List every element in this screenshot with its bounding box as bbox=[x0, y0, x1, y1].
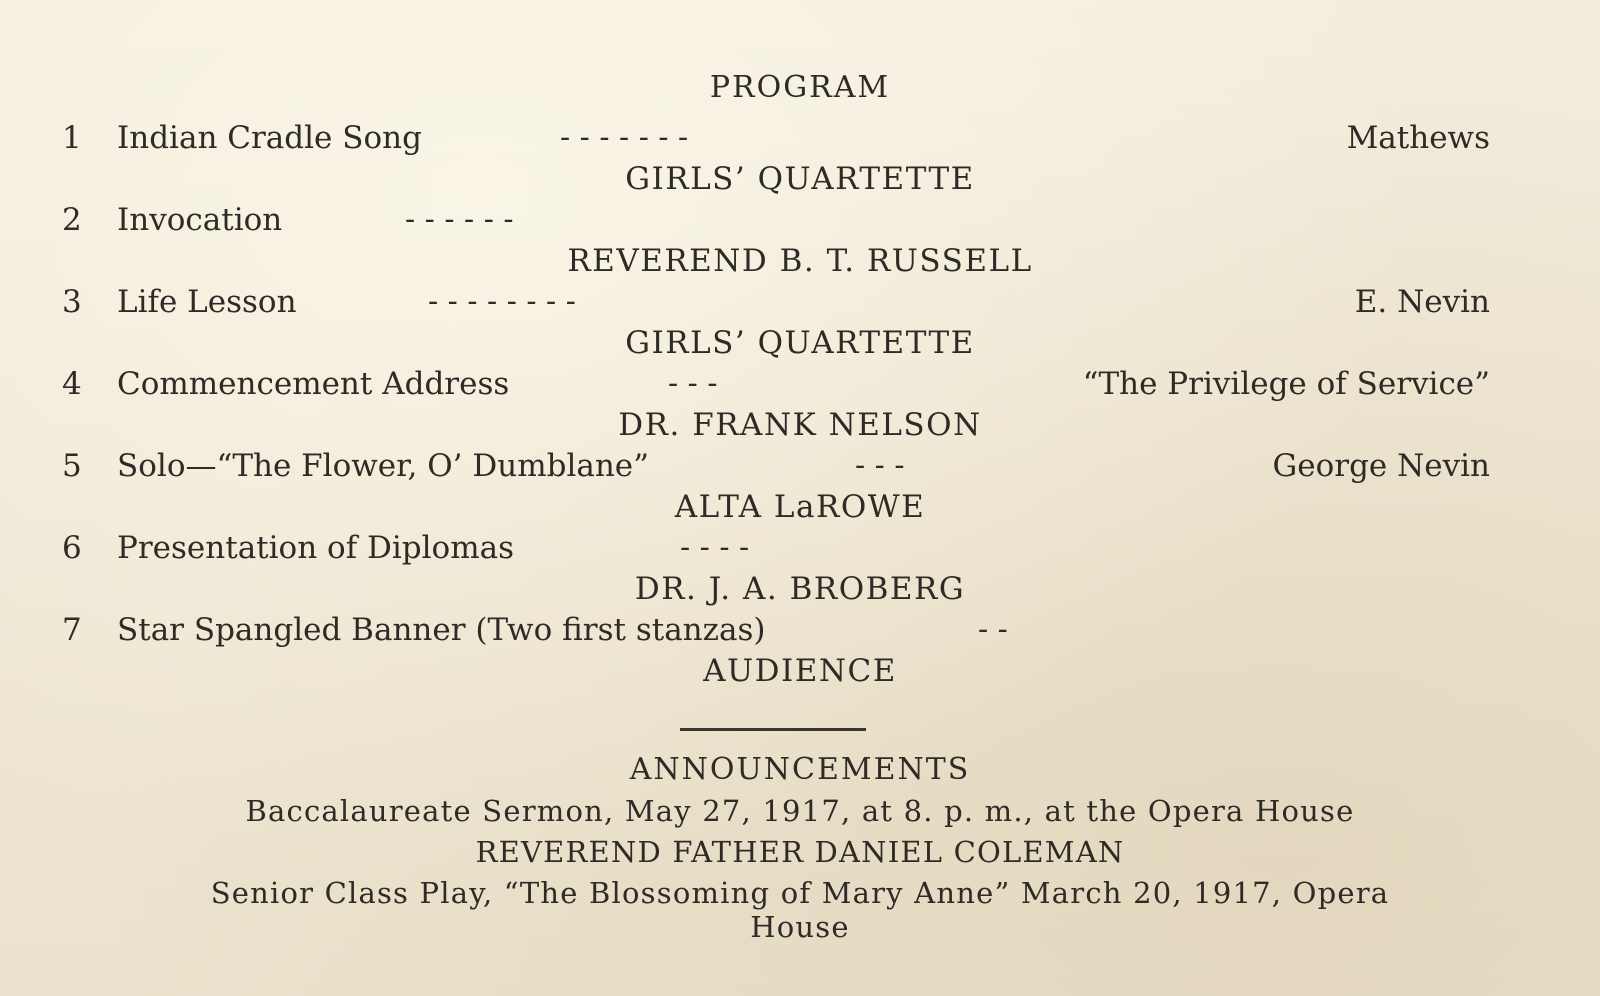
item-number: 6 bbox=[62, 530, 82, 566]
item-leader-dashes: - - - - - - - bbox=[560, 120, 689, 155]
item-title: Star Spangled Banner (Two first stanzas) bbox=[117, 612, 766, 648]
item-title: Invocation bbox=[117, 202, 283, 238]
item-title: Life Lesson bbox=[117, 284, 297, 320]
item-composer: Mathews bbox=[1346, 120, 1490, 156]
item-title: Solo—“The Flower, O’ Dumblane” bbox=[117, 448, 649, 484]
announcement-line: REVEREND FATHER DANIEL COLEMAN bbox=[475, 835, 1125, 869]
item-number: 3 bbox=[62, 284, 82, 320]
item-number: 1 bbox=[62, 120, 82, 156]
announcement-line: Senior Class Play, “The Blossoming of Mary Anne” March 20, 1917, Opera bbox=[210, 876, 1390, 910]
item-number: 2 bbox=[62, 202, 82, 238]
item-title: Presentation of Diplomas bbox=[117, 530, 515, 566]
divider-rule bbox=[680, 728, 866, 731]
item-number: 5 bbox=[62, 448, 82, 484]
item-leader-dashes: - - - - - - - - bbox=[428, 284, 576, 319]
announcements-heading: ANNOUNCEMENTS bbox=[629, 752, 971, 787]
item-performer: DR. FRANK NELSON bbox=[618, 407, 982, 443]
item-performer: GIRLS’ QUARTETTE bbox=[625, 161, 975, 197]
announcement-line: House bbox=[750, 910, 850, 944]
item-title: Indian Cradle Song bbox=[117, 120, 422, 156]
item-performer: AUDIENCE bbox=[703, 653, 897, 689]
item-address-title: “The Privilege of Service” bbox=[1082, 366, 1490, 402]
item-title: Commencement Address bbox=[117, 366, 510, 402]
item-performer: REVEREND B. T. RUSSELL bbox=[567, 243, 1033, 279]
item-composer: George Nevin bbox=[1272, 448, 1490, 484]
item-leader-dashes: - - - - bbox=[680, 530, 750, 565]
announcement-line: Baccalaureate Sermon, May 27, 1917, at 8. p. m., at the Opera House bbox=[245, 794, 1355, 828]
item-leader-dashes: - - - bbox=[855, 448, 905, 483]
item-performer: GIRLS’ QUARTETTE bbox=[625, 325, 975, 361]
item-leader-dashes: - - - - - - bbox=[405, 202, 514, 237]
item-number: 7 bbox=[62, 612, 82, 648]
item-number: 4 bbox=[62, 366, 82, 402]
item-leader-dashes: - - bbox=[978, 612, 1008, 647]
program-heading: PROGRAM bbox=[709, 70, 891, 105]
item-composer: E. Nevin bbox=[1354, 284, 1490, 320]
item-performer: DR. J. A. BROBERG bbox=[634, 571, 966, 607]
item-leader-dashes: - - - bbox=[668, 366, 718, 401]
item-performer: ALTA LaROWE bbox=[674, 489, 926, 525]
